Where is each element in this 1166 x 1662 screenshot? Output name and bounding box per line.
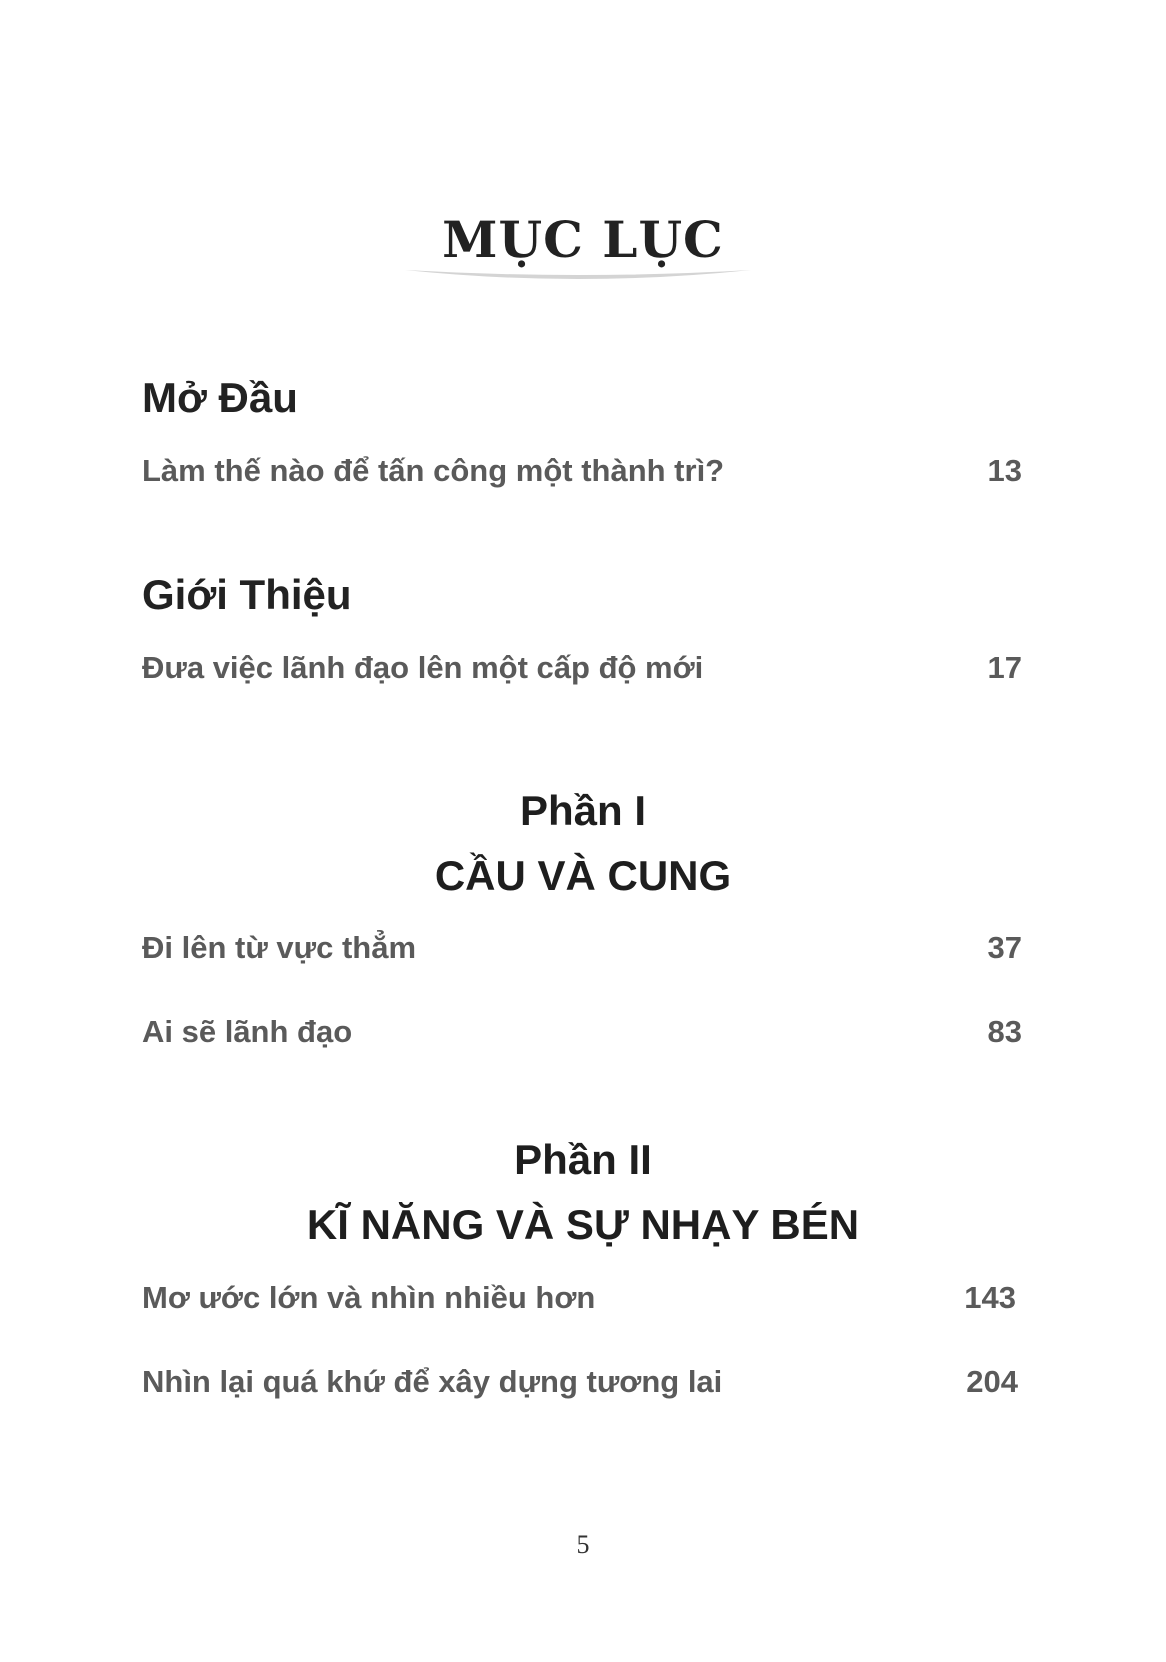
toc-entry-title: Đưa việc lãnh đạo lên một cấp độ mới: [142, 650, 704, 685]
toc-entry[interactable]: [142, 647, 1022, 689]
toc-entry-page: 13: [987, 453, 1022, 488]
toc-entry-title: Đi lên từ vực thẳm: [142, 930, 417, 965]
toc-entry[interactable]: [142, 1361, 1022, 1403]
page-number: 5: [576, 1530, 590, 1559]
toc-entry-page: 204: [966, 1364, 1018, 1399]
toc-entry[interactable]: [142, 1277, 1022, 1319]
toc-entry-title: Nhìn lại quá khứ để xây dựng tương lai: [142, 1364, 723, 1399]
part-title: CẦU VÀ CUNG: [434, 852, 732, 899]
toc-title: MỤC LỤC: [442, 210, 724, 269]
toc-entry[interactable]: [142, 927, 1022, 969]
toc-entry-page: 143: [964, 1280, 1016, 1315]
part-label: Phần II: [514, 1136, 652, 1183]
toc-entry[interactable]: [142, 1011, 1022, 1053]
toc-entry-title: Làm thế nào để tấn công một thành trì?: [142, 453, 725, 488]
title-underline: [403, 266, 753, 288]
toc-entry-title: Mơ ước lớn và nhìn nhiều hơn: [142, 1280, 596, 1315]
toc-entry[interactable]: [142, 450, 1022, 492]
section-heading-intro: Mở Đầu: [142, 374, 298, 421]
toc-entry-title: Ai sẽ lãnh đạo: [142, 1014, 353, 1049]
toc-entry-page: 37: [987, 930, 1022, 965]
part-label: Phần I: [519, 787, 647, 834]
toc-entry-page: 17: [987, 650, 1022, 685]
part-title: KĨ NĂNG VÀ SỰ NHẠY BÉN: [306, 1201, 860, 1248]
section-heading-introduction: Giới Thiệu: [142, 571, 352, 618]
toc-entry-page: 83: [987, 1014, 1022, 1049]
